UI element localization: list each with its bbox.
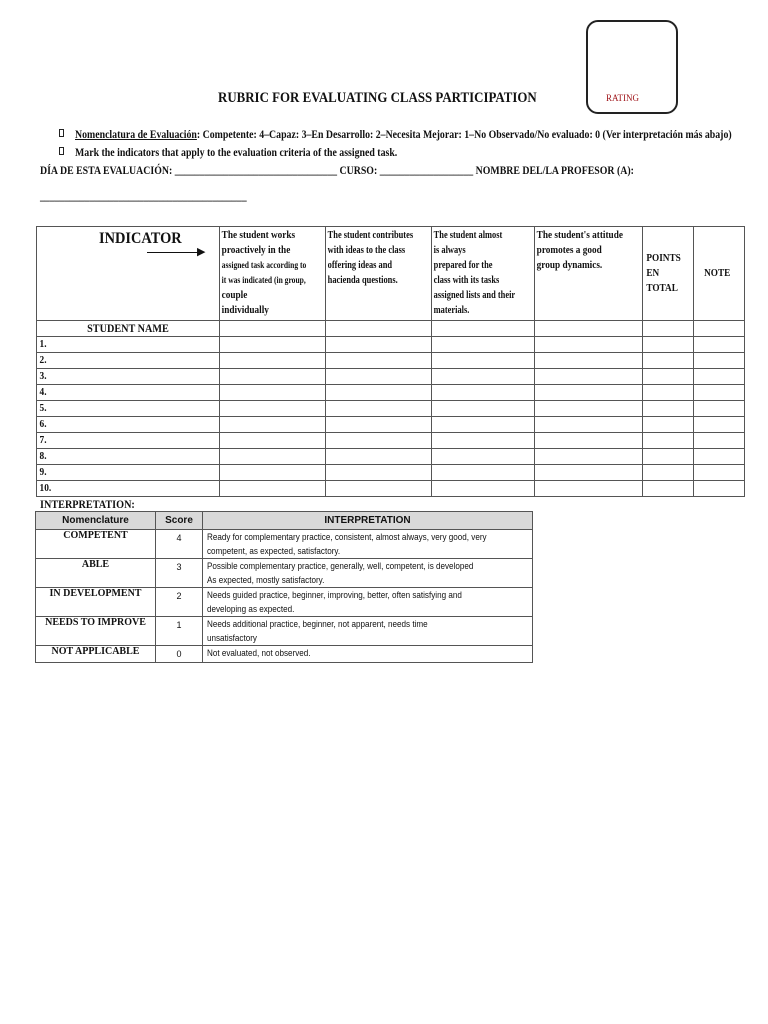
score-cell[interactable] (432, 401, 535, 417)
score-cell: 3 (156, 559, 203, 588)
criterion-header (325, 227, 432, 321)
criterion-line: promotes a good (537, 244, 603, 256)
points-cell[interactable] (643, 433, 694, 449)
score-cell: 2 (156, 588, 203, 617)
score-cell: 0 (156, 646, 203, 663)
criterion-header (432, 227, 535, 321)
criterion-line: assigned lists and their (434, 290, 516, 301)
score-cell[interactable] (220, 481, 326, 497)
points-cell[interactable] (643, 449, 694, 465)
row-number[interactable]: 3. (37, 369, 220, 385)
criterion-line: The student works (221, 229, 296, 241)
criterion-line: materials. (434, 305, 470, 316)
criterion-line: individually (221, 304, 269, 316)
score-cell[interactable] (535, 433, 643, 449)
criterion-line: The student's attitude (537, 229, 624, 241)
interpretation-line: Ready for complementary practice, consistent, almost always, very good, very (207, 532, 487, 542)
score-cell[interactable] (220, 321, 326, 337)
score-cell[interactable] (220, 417, 326, 433)
teacher-label: NOMBRE DEL/LA PROFESOR (A): (475, 163, 634, 177)
criterion-line: couple (221, 289, 248, 301)
points-cell[interactable] (643, 353, 694, 369)
score-cell[interactable] (325, 353, 432, 369)
score-cell[interactable] (325, 337, 432, 353)
student-name-header: STUDENT NAME (37, 321, 220, 337)
score-cell[interactable] (432, 337, 535, 353)
score-cell[interactable] (535, 465, 643, 481)
interpretation-line: competent, as expected, satisfactory. (207, 546, 341, 556)
score-cell[interactable] (325, 369, 432, 385)
criterion-line: The student almost (434, 230, 503, 241)
nomenclature-header: Nomenclature (36, 512, 156, 530)
score-cell[interactable] (325, 401, 432, 417)
instruction-mark: Mark the indicators that apply to the evaluation criteria of the assigned task. (75, 145, 398, 159)
note-label: NOTE (704, 267, 731, 279)
note-cell[interactable] (694, 401, 745, 417)
rubric-table (36, 226, 745, 497)
criterion-line: with ideas to the class (327, 245, 405, 256)
score-cell: 4 (156, 530, 203, 559)
criterion-line: group dynamics. (537, 259, 603, 271)
score-cell[interactable] (325, 321, 432, 337)
row-number[interactable]: 8. (37, 449, 220, 465)
points-cell[interactable] (643, 465, 694, 481)
indicator-header-cell (37, 227, 220, 321)
points-line: POINTS (646, 252, 681, 264)
nomenclature-cell: COMPETENT (36, 530, 156, 559)
score-cell[interactable] (535, 481, 643, 497)
points-cell[interactable] (643, 321, 694, 337)
points-line: TOTAL (646, 282, 679, 294)
arrow-icon (147, 252, 199, 253)
score-cell[interactable] (535, 369, 643, 385)
note-cell[interactable] (694, 385, 745, 401)
criterion-line: The student contributes (327, 230, 413, 241)
score-cell[interactable] (432, 433, 535, 449)
note-cell[interactable] (694, 369, 745, 385)
score-cell[interactable] (220, 433, 326, 449)
arrow-head-icon: ▶ (197, 246, 206, 258)
interpretation-line: Possible complementary practice, generally, well, competent, is developed (207, 561, 474, 571)
nomenclature-cell: IN DEVELOPMENT (36, 588, 156, 617)
criterion-line: prepared for the (434, 260, 493, 271)
interpretation-table (35, 511, 533, 663)
interpretation-line: developing as expected. (207, 604, 295, 614)
score-cell[interactable] (535, 353, 643, 369)
nomenclature-cell: ABLE (36, 559, 156, 588)
course-label: CURSO: (339, 163, 378, 177)
row-number[interactable]: 7. (37, 433, 220, 449)
teacher-field[interactable]: __________________________________________ (40, 189, 247, 203)
score-cell[interactable] (535, 417, 643, 433)
score-cell[interactable] (432, 449, 535, 465)
row-number[interactable]: 9. (37, 465, 220, 481)
interpretation-line: unsatisfactory (207, 633, 257, 643)
note-cell[interactable] (694, 321, 745, 337)
note-cell[interactable] (694, 337, 745, 353)
score-cell[interactable] (325, 417, 432, 433)
score-cell[interactable] (535, 449, 643, 465)
note-cell[interactable] (694, 353, 745, 369)
row-number[interactable]: 1. (37, 337, 220, 353)
score-cell[interactable] (432, 417, 535, 433)
rating-label: RATING (606, 93, 639, 103)
score-header: Score (156, 512, 203, 530)
evaluation-fields (40, 163, 634, 178)
criterion-line: proactively in the (221, 244, 291, 256)
interpretation-header: INTERPRETATION (203, 512, 533, 530)
score-cell[interactable] (325, 385, 432, 401)
points-cell[interactable] (643, 417, 694, 433)
score-cell[interactable] (432, 385, 535, 401)
instruction-text: : Competente: 4–Capaz: 3–En Desarrollo: 2–Necesita Mejorar: 1–No Observado/No evaluado: 0 (Ver interpretación más abajo) (196, 127, 732, 141)
note-cell[interactable] (694, 433, 745, 449)
page-title: RUBRIC FOR EVALUATING CLASS PARTICIPATION (218, 90, 537, 106)
score-cell[interactable] (220, 401, 326, 417)
score-cell[interactable] (220, 337, 326, 353)
score-cell[interactable] (432, 369, 535, 385)
interpretation-line: Not evaluated, not observed. (207, 648, 311, 658)
nomenclature-cell: NOT APPLICABLE (36, 646, 156, 663)
instruction-nomenclature (75, 127, 732, 142)
row-number[interactable]: 4. (37, 385, 220, 401)
row-number[interactable]: 5. (37, 401, 220, 417)
criterion-header (535, 227, 643, 321)
criterion-line: assigned task according to (221, 260, 307, 270)
score-cell[interactable] (432, 321, 535, 337)
rating-box[interactable] (586, 20, 678, 114)
score-cell[interactable] (432, 465, 535, 481)
indicator-label: INDICATOR (99, 230, 182, 247)
score-cell[interactable] (220, 385, 326, 401)
score-cell[interactable] (432, 481, 535, 497)
score-cell[interactable] (220, 369, 326, 385)
row-number[interactable]: 10. (37, 481, 220, 497)
note-cell[interactable] (694, 481, 745, 497)
criterion-header (220, 227, 326, 321)
score-cell[interactable] (535, 337, 643, 353)
bullet-icon (59, 147, 64, 155)
score-cell[interactable] (220, 465, 326, 481)
score-cell[interactable] (220, 353, 326, 369)
interpretation-line: Needs guided practice, beginner, improving, better, often satisfying and (207, 590, 462, 600)
score-cell[interactable] (325, 481, 432, 497)
points-cell[interactable] (643, 481, 694, 497)
score-cell[interactable] (535, 385, 643, 401)
points-cell[interactable] (643, 385, 694, 401)
nomenclature-cell: NEEDS TO IMPROVE (36, 617, 156, 646)
criterion-line: it was indicated (in group, (221, 275, 306, 285)
points-cell[interactable] (643, 337, 694, 353)
criterion-line: is always (434, 245, 467, 256)
points-cell[interactable] (643, 401, 694, 417)
row-number[interactable]: 2. (37, 353, 220, 369)
note-cell[interactable] (694, 417, 745, 433)
score-cell[interactable] (432, 353, 535, 369)
points-header (643, 227, 694, 321)
course-field[interactable]: ___________________ (379, 163, 474, 177)
interpretation-line: As expected, mostly satisfactory. (207, 575, 325, 585)
criterion-line: class with its tasks (434, 275, 500, 286)
score-cell[interactable] (535, 401, 643, 417)
score-cell[interactable] (220, 449, 326, 465)
score-cell[interactable] (535, 321, 643, 337)
note-cell[interactable] (694, 465, 745, 481)
note-cell[interactable] (694, 449, 745, 465)
points-line: EN (646, 267, 660, 279)
bullet-icon (59, 129, 64, 137)
score-cell[interactable] (325, 449, 432, 465)
score-cell: 1 (156, 617, 203, 646)
date-label: DÍA DE ESTA EVALUACIÓN: (40, 163, 173, 177)
instruction-prefix: Nomenclatura de Evaluación (75, 127, 197, 141)
score-cell[interactable] (325, 465, 432, 481)
score-cell[interactable] (325, 433, 432, 449)
criterion-line: hacienda questions. (327, 275, 398, 286)
row-number[interactable]: 6. (37, 417, 220, 433)
criterion-line: offering ideas and (327, 260, 392, 271)
date-field[interactable]: _________________________________ (174, 163, 338, 177)
interpretation-line: Needs additional practice, beginner, not apparent, needs time (207, 619, 428, 629)
points-cell[interactable] (643, 369, 694, 385)
interpretation-label: INTERPRETATION: (40, 497, 135, 511)
note-header (694, 227, 745, 321)
